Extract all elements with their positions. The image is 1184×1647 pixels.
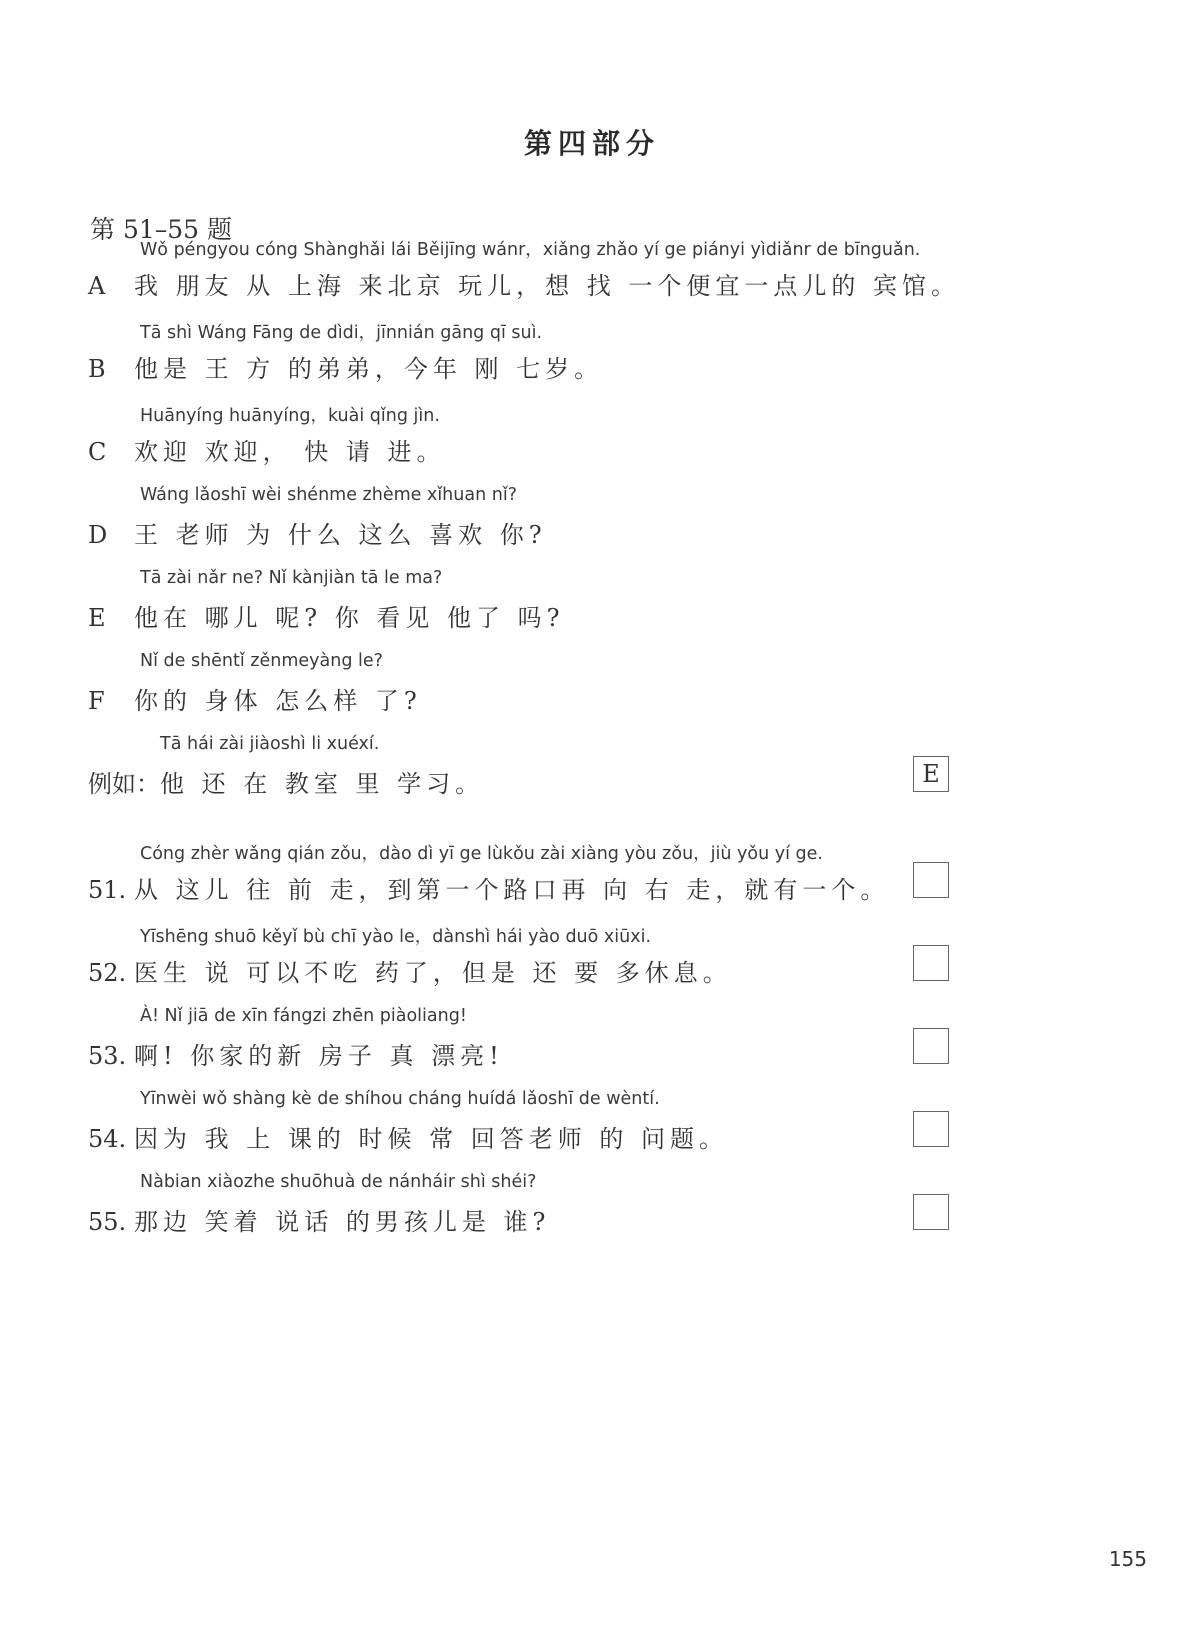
question-pinyin: Cóng zhèr wǎng qián zǒu，dào dì yī ge lùkǒu zài xiàng yòu zǒu，jiù yǒu yí ge. <box>140 844 823 864</box>
question-pinyin: Nàbian xiàozhe shuōhuà de nánháir shì shéi? <box>140 1172 537 1192</box>
page-number: 155 <box>1108 1547 1147 1571</box>
answer-box-52[interactable] <box>913 945 949 981</box>
option-pinyin: Tā zài nǎr ne? Nǐ kànjiàn tā le ma? <box>140 568 443 588</box>
example-answer-box: E <box>913 756 949 792</box>
option-letter: C <box>88 438 107 466</box>
answer-box-53[interactable] <box>913 1028 949 1064</box>
question-text: 因为 我 上 课的 时候 常 回答老师 的 问题。 <box>134 1125 729 1153</box>
question-number: 54. <box>88 1125 127 1153</box>
option-letter: E <box>88 604 106 632</box>
page-title: 第四部分 <box>523 127 660 160</box>
question-pinyin: À! Nǐ jiā de xīn fángzi zhēn piàoliang! <box>140 1006 467 1026</box>
question-number: 52. <box>88 959 127 987</box>
question-text: 啊! 你家的新 房子 真 漂亮! <box>134 1042 504 1070</box>
answer-box-55[interactable] <box>913 1194 949 1230</box>
option-letter: F <box>88 687 105 715</box>
question-number: 51. <box>88 876 127 904</box>
example-pinyin: Tā hái zài jiàoshì li xuéxí. <box>160 734 380 754</box>
question-number: 53. <box>88 1042 127 1070</box>
section-heading: 第 51–55 题 <box>90 215 233 244</box>
question-number: 55. <box>88 1208 127 1236</box>
answer-box-51[interactable] <box>913 862 949 898</box>
option-pinyin: Wáng lǎoshī wèi shénme zhème xǐhuan nǐ? <box>140 485 517 505</box>
option-text: 他在 哪儿 呢? 你 看见 他了 吗? <box>134 604 565 632</box>
example-text: 他 还 在 教室 里 学习。 <box>160 770 485 798</box>
question-pinyin: Yīshēng shuō kěyǐ bù chī yào le，dànshì hái yào duō xiūxi. <box>140 927 652 947</box>
option-text: 他是 王 方 的弟弟，今年 刚 七岁。 <box>134 355 604 383</box>
option-pinyin: Tā shì Wáng Fāng de dìdi，jīnnián gāng qī suì. <box>140 323 543 343</box>
option-text: 你的 身体 怎么样 了? <box>134 687 422 715</box>
option-pinyin: Huānyíng huānyíng，kuài qǐng jìn. <box>140 406 440 426</box>
option-text: 欢迎 欢迎， 快 请 进。 <box>134 438 446 466</box>
answer-box-54[interactable] <box>913 1111 949 1147</box>
option-pinyin: Wǒ péngyou cóng Shànghǎi lái Běijīng wánr，xiǎng zhǎo yí ge piányi yìdiǎnr de bīnguǎn. <box>140 240 921 260</box>
option-letter: B <box>88 355 106 383</box>
option-text: 王 老师 为 什么 这么 喜欢 你? <box>134 521 547 549</box>
question-text: 医生 说 可以不吃 药了，但是 还 要 多休息。 <box>134 959 732 987</box>
option-letter: D <box>88 521 108 549</box>
question-text: 从 这儿 往 前 走，到第一个路口再 向 右 走，就有一个。 <box>134 876 890 904</box>
question-text: 那边 笑着 说话 的男孩儿是 谁? <box>134 1208 551 1236</box>
question-pinyin: Yīnwèi wǒ shàng kè de shíhou cháng huídá lǎoshī de wèntí. <box>140 1089 660 1109</box>
option-letter: A <box>88 272 106 300</box>
option-text: 我 朋友 从 上海 来北京 玩儿，想 找 一个便宜一点儿的 宾馆。 <box>134 272 961 300</box>
option-pinyin: Nǐ de shēntǐ zěnmeyàng le? <box>140 651 383 671</box>
example-prefix: 例如： <box>88 770 160 798</box>
